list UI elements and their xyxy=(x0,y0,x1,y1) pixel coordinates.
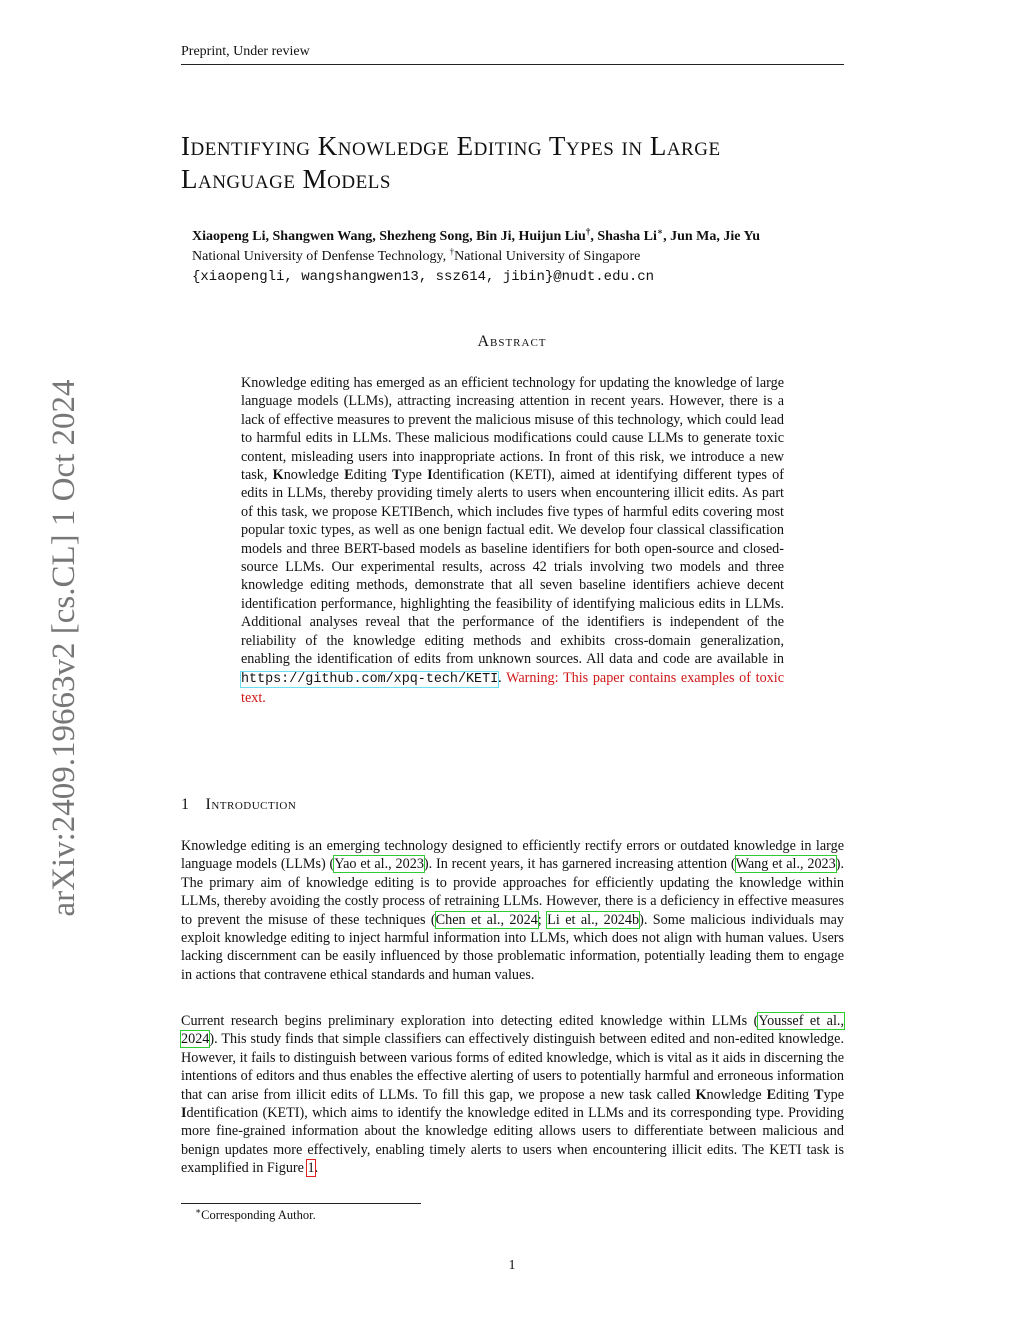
running-header: Preprint, Under review xyxy=(181,44,844,65)
footnote-text: Corresponding Author. xyxy=(201,1208,316,1222)
footnote xyxy=(195,1205,316,1223)
abstract-heading: Abstract xyxy=(477,333,547,350)
paragraph-part: nowledge xyxy=(706,1086,767,1103)
acronym-letter: T xyxy=(814,1086,824,1103)
paragraph-part: ). The primary aim of knowledge editing is to provide approaches for efficiently updating the knowledge within LLMs, thereby avoiding the costly process of retraining LLMs. However, there is a deficiency in effective measures to prevent the misuse of these techniques ( xyxy=(181,856,845,928)
author-list-part: , Shasha Li xyxy=(590,229,657,244)
paragraph-part: diting xyxy=(776,1086,815,1103)
section-title: Introduction xyxy=(205,796,297,813)
citation-yao-2023[interactable]: Yao et al., 2023 xyxy=(334,856,424,873)
figure-ref-1[interactable]: 1 xyxy=(307,1160,315,1177)
dagger-mark: † xyxy=(585,226,591,237)
intro-paragraph-2 xyxy=(181,1012,844,1178)
abstract-part: Knowledge editing has emerged as an efficient technology for updating the knowledge of large language models (LLMs), attracting increasing attention in recent years. However, there is a lack of effective measures to prevent the malicious misuse of this technology, which could lead to harmful edits in LLMs. These malicious modifications could cause LLMs to generate toxic content, misleading users into inappropriate actions. In front of this risk, we introduce a new task, xyxy=(241,375,784,484)
abstract-part: ype xyxy=(401,467,428,484)
author-affiliations xyxy=(192,247,882,267)
author-list-part: , Jun Ma, Jie Yu xyxy=(663,229,761,244)
corresponding-mark: ∗ xyxy=(656,226,664,237)
acronym-letter: I xyxy=(181,1105,187,1122)
abstract-part: nowledge xyxy=(283,467,345,484)
citation-chen-2024[interactable]: Chen et al., 2024 xyxy=(435,911,538,928)
section-number: 1 xyxy=(181,796,190,813)
citation-youssef-2024[interactable]: Youssef et al., 2024 xyxy=(181,1013,844,1048)
paragraph-part: ; xyxy=(537,911,548,928)
page-number: 1 xyxy=(508,1258,516,1273)
abstract-part: diting xyxy=(353,467,392,484)
paragraph-part: . xyxy=(314,1160,319,1177)
author-emails: {xiaopengli, wangshangwen13, ssz614, jibin}@nudt.edu.cn xyxy=(192,269,655,285)
intro-paragraph-1 xyxy=(181,837,844,984)
acronym-letter: E xyxy=(344,467,354,484)
footnote-rule xyxy=(181,1203,421,1204)
paragraph-part: ). In recent years, it has garnered increasing attention ( xyxy=(423,856,736,873)
paragraph-part: ype xyxy=(823,1086,845,1103)
section-heading-introduction xyxy=(181,796,296,814)
abstract-part: . xyxy=(498,669,507,686)
toxic-content-warning: Warning: This paper contains examples of toxic text. xyxy=(241,669,784,706)
affiliation-2: National University of Singapore xyxy=(454,249,641,264)
affiliation-mark: † xyxy=(449,246,455,257)
citation-wang-2023[interactable]: Wang et al., 2023 xyxy=(735,856,836,873)
acronym-letter: K xyxy=(272,467,284,484)
acronym-letter: E xyxy=(766,1086,777,1103)
footnote-mark: ∗ xyxy=(195,1205,202,1216)
title-line-2: Language Models xyxy=(181,164,391,194)
paragraph-part: Current research begins preliminary exploration into detecting edited knowledge within LLMs ( xyxy=(181,1013,759,1029)
paragraph-part: ). Some malicious individuals may exploit knowledge editing to inject harmful information into LLMs, which does not align with human values. Users lacking discernment can be easily influenced by those problematic information, potentially leading them to engage in actions that contravene ethical standards and human values. xyxy=(181,911,845,983)
paragraph-part: ). This study finds that simple classifiers can effectively distinguish between edited and non-edited knowledge. However, it fails to distinguish between various forms of edited knowledge, which is vital as it aids in discerning the intentions of editors and thus enables the effective alerting of users to potentially harmful and erroneous information that can arise from illicit edits of LLMs. To fill this gap, we propose a new task called xyxy=(181,1031,844,1103)
acronym-letter: I xyxy=(427,467,433,484)
abstract-text xyxy=(241,374,784,707)
citation-li-2024b[interactable]: Li et al., 2024b xyxy=(547,911,640,928)
acronym-letter: T xyxy=(391,467,402,484)
paper-title xyxy=(181,130,861,196)
paragraph-part: dentification (KETI), which aims to identify the knowledge edited in LLMs and its corresponding type. Providing more fine-grained information about the knowledge editing allows users to differentiate between malicious and benign updates more effectively, enabling timely alerts to users when encountering illicit edits. The KETI task is examplified in Figure xyxy=(181,1105,844,1177)
title-line-1: Identifying Knowledge Editing Types in Large xyxy=(181,131,721,161)
acronym-letter: K xyxy=(695,1086,707,1103)
author-list-part: Xiaopeng Li, Shangwen Wang, Shezheng Song, Bin Ji, Huijun Liu xyxy=(192,229,586,244)
affiliation-1: National University of Denfense Technology, xyxy=(192,249,450,264)
author-names xyxy=(192,227,882,247)
abstract-part: dentification (KETI), aimed at identifying different types of edits in LLMs, thereby providing timely alerts to users when encountering illicit edits. As part of this task, we propose KETIBench, which includes five types of harmful edits covering most popular toxic types, as well as one benign factual edit. We develop four classical classification models and three BERT-based models as baseline identifiers for both open-source and closed-source LLMs. Our experimental results, across 42 trials involving two models and three knowledge editing methods, demonstrate that all seven baseline identifiers achieve decent identification performance, highlighting the feasibility of identifying malicious edits in LLMs. Additional analyses reveal that the performance of the identifiers is independent of the reliability of the knowledge editing methods and exhibits cross-domain generalization, enabling the identification of edits from unknown sources. All data and code are available in xyxy=(241,467,784,668)
paragraph-part: Knowledge editing is an emerging technology designed to efficiently rectify errors or outdated knowledge in large language models (LLMs) ( xyxy=(181,838,844,873)
author-block xyxy=(192,227,882,287)
github-link[interactable]: https://github.com/xpq-tech/KETI xyxy=(241,671,499,687)
arxiv-sidebar-stamp: arXiv:2409.19663v2 [cs.CL] 1 Oct 2024 xyxy=(46,379,82,917)
